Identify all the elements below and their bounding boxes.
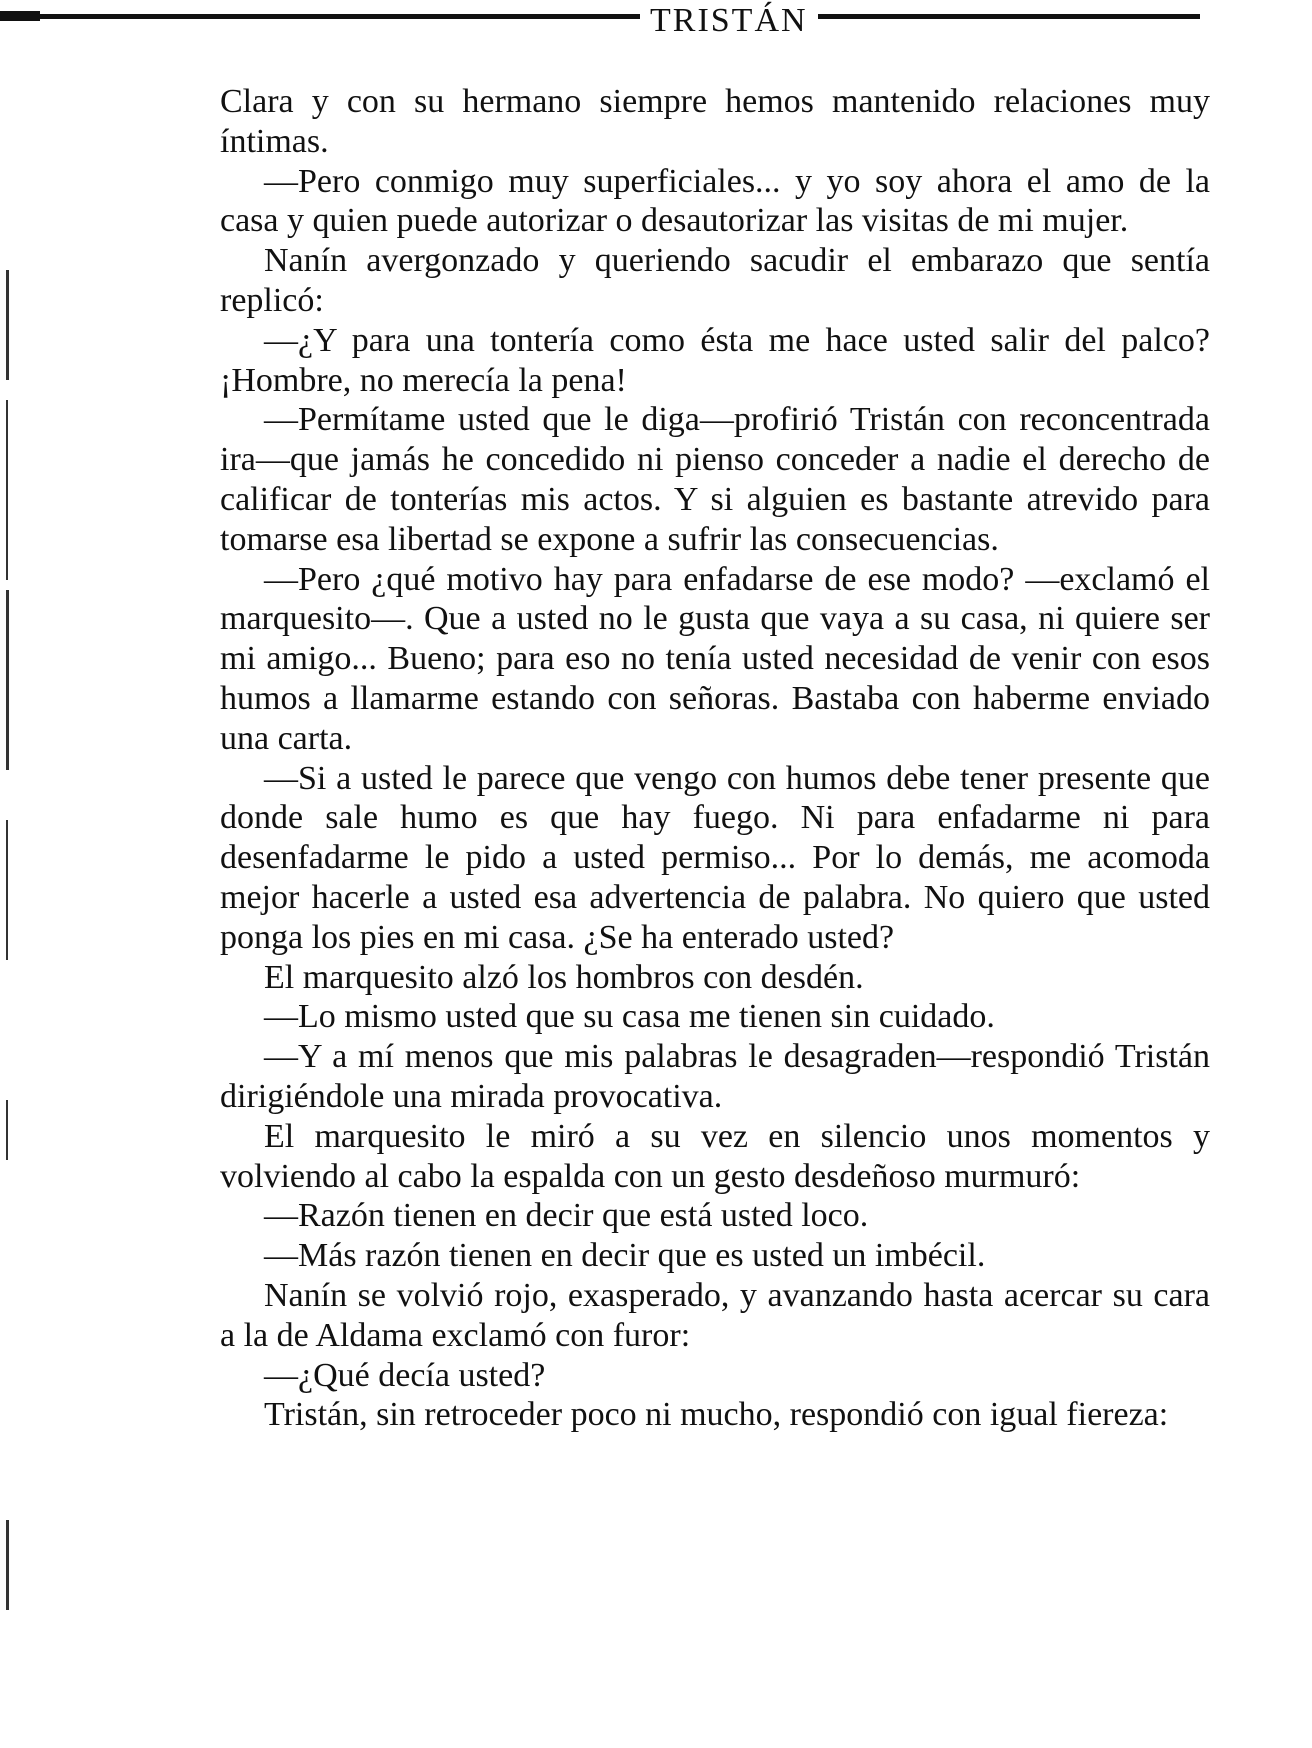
binding-mark [6, 1100, 8, 1160]
paragraph: —Lo mismo usted que su casa me tienen sin cuidado. [264, 998, 995, 1036]
paragraph: —Si a usted le parece que vengo con humos debe tener presente que donde sale humo es que hay fuego. Ni para enfadarme ni para desenfadarme le pido a usted permiso... Por lo demás, me acomoda mejor hacerle a usted esa advertencia de palabra. No quiero que usted ponga los pies en mi casa. ¿Se ha enterado usted? [220, 759, 1210, 956]
paragraph: Nanín avergonzado y queriendo sacudir el embarazo que sentía replicó: [220, 242, 1210, 319]
binding-mark [6, 820, 8, 960]
paragraph: —Más razón tienen en decir que es usted un imbécil. [264, 1237, 986, 1275]
binding-mark [6, 1520, 9, 1610]
paragraph: —Pero ¿qué motivo hay para enfadarse de ese modo? —exclamó el marquesito—. Que a usted no le gusta que vaya a su casa, ni quiere ser mi amigo... Bueno; para eso no tenía usted necesidad de venir con esos humos a llamarme estando con señoras. Bastaba con haberme enviado una carta. [220, 560, 1210, 757]
paragraph: —Permítame usted que le diga—profirió Tristán con reconcentrada ira—que jamás he concedido ni pienso conceder a nadie el derecho de calificar de tonterías mis actos. Y si alguien es bastante atrevido para tomarse esa libertad se expone a sufrir las consecuencias. [220, 401, 1210, 558]
running-head: TRISTÁN [640, 4, 818, 38]
paragraph: —Pero conmigo muy superficiales... y yo soy ahora el amo de la casa y quien puede autorizar o desautorizar las visitas de mi mujer. [220, 162, 1210, 240]
body-text [220, 82, 1210, 1435]
paragraph: Nanín se volvió rojo, exasperado, y avanzando hasta acercar su cara a la de Aldama exclamó con furor: [220, 1276, 1210, 1354]
paragraph: —Y a mí menos que mis palabras le desagraden—respondió Tristán dirigiéndole una mirada provocativa. [220, 1038, 1210, 1115]
header-rule [0, 2, 1200, 39]
paragraph: Tristán, sin retroceder poco ni mucho, respondió con igual fiereza: [264, 1396, 1169, 1434]
binding-mark [6, 590, 9, 770]
paragraph: Clara y con su hermano siempre hemos mantenido relaciones muy íntimas. [220, 83, 1210, 160]
paragraph: —Razón tienen en decir que está usted loco. [264, 1197, 869, 1235]
paragraph: El marquesito alzó los hombros con desdén. [264, 958, 864, 996]
paragraph: El marquesito le miró a su vez en silencio unos momentos y volviendo al cabo la espalda con un gesto desdeñoso murmuró: [220, 1117, 1210, 1195]
paragraph: —¿Y para una tontería como ésta me hace usted salir del palco? ¡Hombre, no merecía la pena! [220, 321, 1210, 399]
binding-mark [6, 270, 9, 380]
paragraph: —¿Qué decía usted? [264, 1356, 546, 1394]
binding-mark [6, 400, 8, 580]
